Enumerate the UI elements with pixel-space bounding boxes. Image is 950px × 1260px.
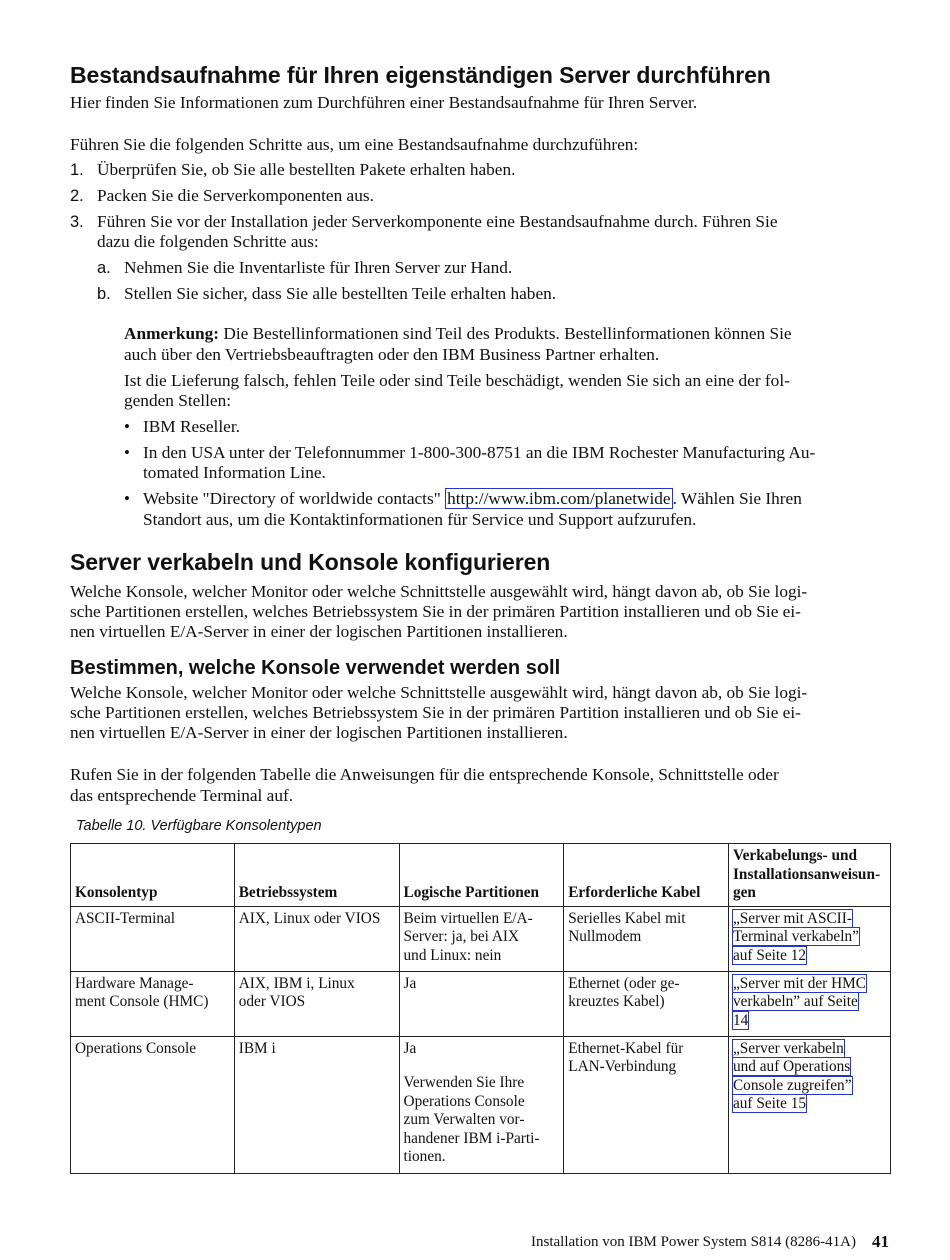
header-cables: Erforderliche Kabel <box>564 844 729 907</box>
cell-line: zum Verwalten vor- <box>403 1111 525 1128</box>
link-line[interactable]: Terminal verkabeln” <box>732 928 859 945</box>
cell-line: und Linux: nein <box>403 946 502 964</box>
table-row <box>71 906 891 971</box>
cell-line: ASCII-Terminal <box>75 909 176 927</box>
header-line: Installationsanweisun- <box>732 865 881 883</box>
bullet-icon: • <box>124 443 130 462</box>
header-partitions: Logische Partitionen <box>399 844 564 907</box>
header-os: Betriebssystem <box>234 844 399 907</box>
cell-line: oder VIOS <box>238 993 306 1010</box>
bullet-text <box>143 489 802 510</box>
ascii-terminal-link[interactable] <box>733 910 859 966</box>
footer-title: Installation von IBM Power System S814 (8286-41A) <box>531 1234 856 1250</box>
cell-line: IBM i <box>238 1039 276 1057</box>
section-text: Welche Konsole, welcher Monitor oder welche Schnittstelle ausgewählt wird, hängt davon ab, ob Sie logi- <box>70 683 808 702</box>
cell-line: Ja <box>403 974 417 992</box>
cell-os <box>234 971 399 1036</box>
cell-line: AIX, IBM i, Linux <box>238 974 355 992</box>
section-title-cabling: Server verkabeln und Konsole konfigurieren <box>70 549 551 575</box>
link-line[interactable]: Console zugreifen” <box>732 1076 852 1094</box>
table-row <box>71 1036 891 1173</box>
step-number: 1. <box>70 161 84 179</box>
hmc-link[interactable] <box>733 975 866 1031</box>
cell-line: LAN-Verbindung <box>568 1058 677 1075</box>
cell-line: Nullmodem <box>568 928 642 945</box>
planetwide-link[interactable]: http://www.ibm.com/planetwide <box>447 489 671 508</box>
cell-line: tionen. <box>403 1148 446 1165</box>
table-header-row <box>71 844 891 907</box>
cell-instructions <box>728 971 890 1036</box>
bullet-text: tomated Information Line. <box>143 463 326 482</box>
step-number: 2. <box>70 187 84 205</box>
header-instructions <box>728 844 890 907</box>
substep-text: Stellen Sie sicher, dass Sie alle bestellten Teile erhalten haben. <box>124 284 557 303</box>
table-row <box>71 971 891 1036</box>
step-text: Packen Sie die Serverkomponenten aus. <box>97 186 374 205</box>
cell-cables <box>564 906 729 971</box>
section-title-console: Bestimmen, welche Konsole verwendet werden soll <box>70 657 561 679</box>
cell-partitions <box>399 1036 564 1173</box>
step-text: Überprüfen Sie, ob Sie alle bestellten Pakete erhalten haben. <box>97 160 516 179</box>
cell-cables <box>564 1036 729 1173</box>
section-title-inventory: Bestandsaufnahme für Ihren eigenständigen Server durchführen <box>70 62 771 88</box>
link-line[interactable]: 14 <box>732 1011 749 1029</box>
note <box>124 324 792 345</box>
step-text: dazu die folgenden Schritte aus: <box>97 232 319 251</box>
cell-os <box>234 1036 399 1173</box>
cell-line: Hardware Manage- <box>75 974 194 992</box>
cell-partitions <box>399 971 564 1036</box>
note-text: Die Bestellinformationen sind Teil des Produkts. Bestellinformationen können Sie <box>219 324 792 343</box>
cell-line: Ja <box>403 1039 417 1057</box>
cell-line: handener IBM i-Parti- <box>403 1129 540 1147</box>
cell-line: Operations Console <box>403 1092 525 1110</box>
header-console-type: Konsolentyp <box>71 844 235 907</box>
website-suffix: . Wählen Sie Ihren <box>672 489 802 508</box>
note-paragraph: Ist die Lieferung falsch, fehlen Teile oder sind Teile beschädigt, wenden Sie sich an eine der fol- <box>124 371 790 390</box>
link-line[interactable]: und auf Operations <box>732 1058 851 1075</box>
cell-instructions <box>728 1036 890 1173</box>
note-label: Anmerkung: <box>124 324 220 343</box>
cell-line: kreuztes Kabel) <box>568 993 665 1010</box>
cell-console-type <box>71 1036 235 1173</box>
steps-lead: Führen Sie die folgenden Schritte aus, um eine Bestandsaufnahme durchzuführen: <box>70 135 639 154</box>
step-text: Führen Sie vor der Installation jeder Serverkomponente eine Bestandsaufnahme durch. Führen Sie <box>97 212 778 231</box>
operations-console-link[interactable] <box>733 1040 852 1114</box>
header-line: Verkabelungs- und <box>732 847 857 864</box>
cell-line: Serielles Kabel mit <box>568 909 686 927</box>
bullet-text: IBM Reseller. <box>143 417 240 436</box>
website-label: Website "Directory of worldwide contacts" <box>143 489 446 508</box>
cell-line: Ethernet-Kabel für <box>568 1039 684 1057</box>
section-text: Welche Konsole, welcher Monitor oder welche Schnittstelle ausgewählt wird, hängt davon ab, ob Sie logi- <box>70 582 808 601</box>
cell-line: Beim virtuellen E/A- <box>403 909 533 927</box>
section-text: das entsprechende Terminal auf. <box>70 786 294 805</box>
intro-text: Hier finden Sie Informationen zum Durchführen einer Bestandsaufnahme für Ihren Server. <box>70 93 698 112</box>
cell-partitions <box>399 906 564 971</box>
note-text: auch über den Vertriebsbeauftragten oder den IBM Business Partner erhalten. <box>124 345 660 364</box>
link-line[interactable]: auf Seite 15 <box>732 1095 807 1112</box>
link-line[interactable]: „Server verkabeln <box>732 1039 844 1057</box>
cell-line: Operations Console <box>75 1039 197 1057</box>
section-text: sche Partitionen erstellen, welches Betriebssystem Sie in der primären Partition installieren und ob Sie ei- <box>70 703 801 722</box>
note-paragraph: genden Stellen: <box>124 391 232 410</box>
cell-line: Verwenden Sie Ihre <box>403 1074 525 1091</box>
section-text: sche Partitionen erstellen, welches Betriebssystem Sie in der primären Partition installieren und ob Sie ei- <box>70 602 801 621</box>
header-line: gen <box>732 884 756 901</box>
bullet-text: Standort aus, um die Kontaktinformationen für Service und Support aufzurufen. <box>143 510 697 529</box>
cell-console-type <box>71 971 235 1036</box>
link-line[interactable]: „Server mit ASCII- <box>732 909 852 927</box>
bullet-icon: • <box>124 417 130 436</box>
cell-line: Ethernet (oder ge- <box>568 974 680 992</box>
section-text: nen virtuellen E/A-Server in einer der logischen Partitionen installieren. <box>70 723 568 742</box>
substep-letter: a. <box>97 259 111 277</box>
section-text: nen virtuellen E/A-Server in einer der logischen Partitionen installieren. <box>70 622 568 641</box>
substep-letter: b. <box>97 285 111 303</box>
bullet-icon: • <box>124 489 130 508</box>
cell-line: ment Console (HMC) <box>75 993 209 1010</box>
cell-instructions <box>728 906 890 971</box>
cell-line: Server: ja, bei AIX <box>403 928 520 945</box>
step-number: 3. <box>70 213 84 231</box>
console-types-table <box>70 843 891 1174</box>
cell-os <box>234 906 399 971</box>
link-line[interactable]: verkabeln” auf Seite <box>732 993 858 1010</box>
page-number: 41 <box>872 1232 889 1251</box>
table-caption: Tabelle 10. Verfügbare Konsolentypen <box>76 818 322 834</box>
link-line[interactable]: „Server mit der HMC <box>732 974 866 992</box>
substep-text: Nehmen Sie die Inventarliste für Ihren Server zur Hand. <box>124 258 513 277</box>
link-line[interactable]: auf Seite 12 <box>732 946 807 964</box>
section-text: Rufen Sie in der folgenden Tabelle die Anweisungen für die entsprechende Konsole, Schnittstelle oder <box>70 765 779 784</box>
cell-line: AIX, Linux oder VIOS <box>238 909 381 927</box>
bullet-text: In den USA unter der Telefonnummer 1-800-300-8751 an die IBM Rochester Manufacturing Au- <box>143 443 816 462</box>
cell-console-type <box>71 906 235 971</box>
cell-cables <box>564 971 729 1036</box>
